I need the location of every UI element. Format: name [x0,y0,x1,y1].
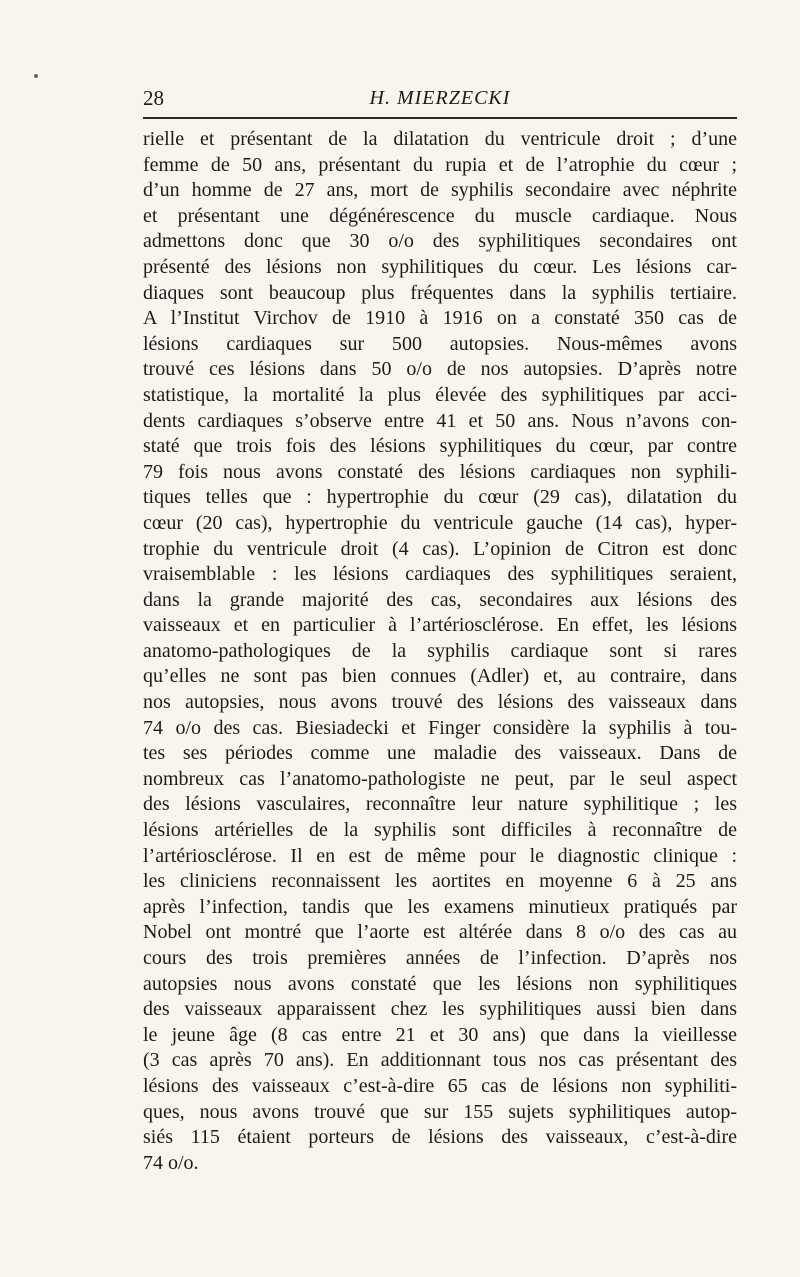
page-number: 28 [143,86,164,110]
text-line: Nobel ont montré que l’aorte est altérée dans 8 o/o des cas au [143,921,737,944]
text-line: (3 cas après 70 ans). En additionnant tous nos cas présentant des [143,1049,737,1072]
text-line: 74 o/o des cas. Biesiadecki et Finger considère la syphilis à tou- [143,716,737,739]
header-rule [143,117,737,119]
text-line: nos autopsies, nous avons trouvé des lésions des vaisseaux dans [143,691,737,714]
text-line: et présentant une dégénérescence du muscle cardiaque. Nous [143,204,737,227]
text-line: les cliniciens reconnaissent les aortites en moyenne 6 à 25 ans [143,870,737,893]
text-line: trouvé ces lésions dans 50 o/o de nos autopsies. D’après notre [143,358,737,381]
text-line: vaisseaux et en particulier à l’artériosclérose. En effet, les lésions [143,614,737,637]
text-line: diaques sont beaucoup plus fréquentes dans la syphilis tertiaire. [143,281,737,304]
text-line: 74 o/o. [143,1151,199,1174]
text-line: A l’Institut Virchov de 1910 à 1916 on a constaté 350 cas de [143,307,737,330]
text-line: ques, nous avons trouvé que sur 155 sujets syphilitiques autop- [143,1100,737,1123]
text-line: le jeune âge (8 cas entre 21 et 30 ans) que dans la vieillesse [143,1023,737,1046]
text-line: femme de 50 ans, présentant du rupia et de l’atrophie du cœur ; [143,153,737,176]
body-text [143,127,737,1176]
text-line: des vaisseaux apparaissent chez les syphilitiques aussi bien dans [143,998,737,1021]
text-line: staté que trois fois des lésions syphilitiques du cœur, par contre [143,435,737,458]
text-line: statistique, la mortalité la plus élevée des syphilitiques par acci- [143,383,737,406]
running-title: H. MIERZECKI [369,87,511,109]
text-line: cours des trois premières années de l’infection. D’après nos [143,947,737,969]
text-line: l’artériosclérose. Il en est de même pour le diagnostic clinique : [143,844,737,867]
text-line: lésions cardiaques sur 500 autopsies. Nous-mêmes avons [143,332,737,355]
text-line: présenté des lésions non syphilitiques du cœur. Les lésions car- [143,255,737,278]
text-line: rielle et présentant de la dilatation du ventricule droit ; d’une [143,128,737,150]
page-header [143,84,737,114]
text-line: lésions des vaisseaux c’est-à-dire 65 cas de lésions non syphiliti- [143,1074,737,1097]
text-line: siés 115 étaient porteurs de lésions des vaisseaux, c’est-à-dire [143,1126,737,1149]
text-line: après l’infection, tandis que les examens minutieux pratiqués par [143,895,737,918]
text-line: anatomo-pathologiques de la syphilis cardiaque sont si rares [143,639,737,662]
text-line: cœur (20 cas), hypertrophie du ventricule gauche (14 cas), hyper- [143,511,737,534]
text-line: nombreux cas l’anatomo-pathologiste ne peut, par le seul aspect [143,767,737,790]
text-line: lésions artérielles de la syphilis sont difficiles à reconnaître de [143,819,737,842]
text-line: des lésions vasculaires, reconnaître leur nature syphilitique ; les [143,793,737,816]
text-line: tiques telles que : hypertrophie du cœur (29 cas), dilatation du [143,486,737,509]
text-line: autopsies nous avons constaté que les lésions non syphilitiques [143,972,737,995]
text-line: admettons donc que 30 o/o des syphilitiques secondaires ont [143,230,737,253]
text-line: dents cardiaques s’observe entre 41 et 50 ans. Nous n’avons con- [143,409,737,432]
text-line: 79 fois nous avons constaté des lésions cardiaques non syphili- [143,460,737,483]
text-line: qu’elles ne sont pas bien connues (Adler) et, au contraire, dans [143,665,737,688]
text-line: tes ses périodes comme une maladie des vaisseaux. Dans de [143,742,737,765]
text-line: dans la grande majorité des cas, secondaires aux lésions des [143,588,737,611]
text-line: vraisemblable : les lésions cardiaques des syphilitiques seraient, [143,563,737,586]
text-line: trophie du ventricule droit (4 cas). L’opinion de Citron est donc [143,537,737,560]
text-line: d’un homme de 27 ans, mort de syphilis secondaire avec néphrite [143,179,737,202]
margin-speck [34,74,38,78]
